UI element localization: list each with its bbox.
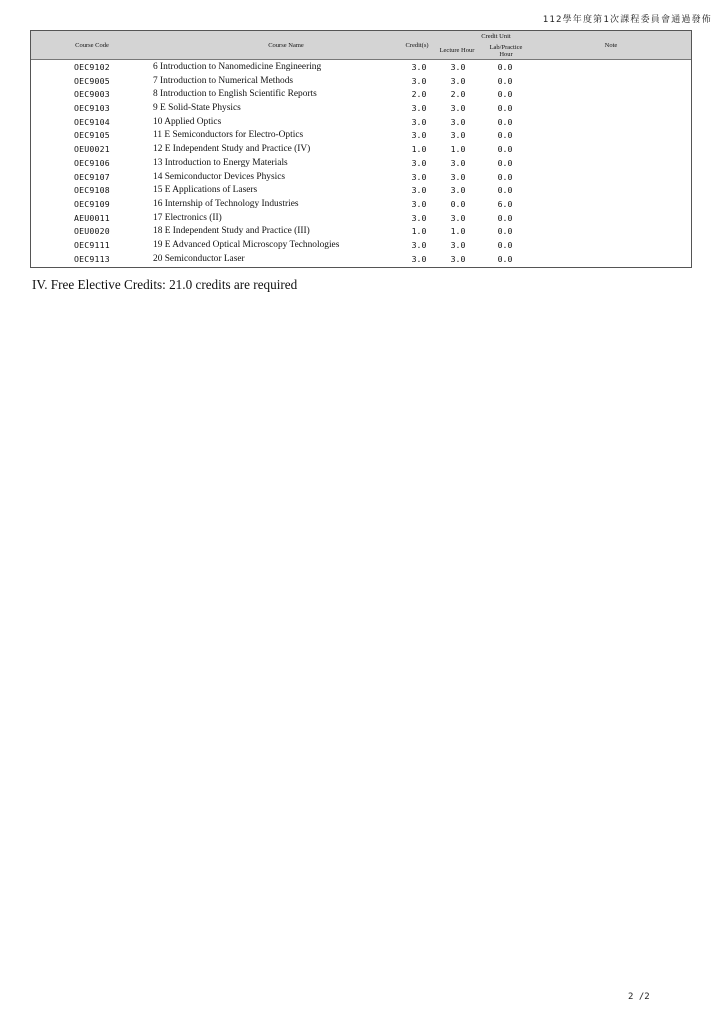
table-row — [31, 143, 691, 157]
lecture-hour-cell: 3.0 — [450, 157, 466, 168]
course-code-cell: OEC9111 — [74, 239, 110, 250]
lecture-hour-cell: 3.0 — [450, 239, 466, 250]
course-code-cell: OEC9005 — [74, 75, 110, 86]
credits-cell: 1.0 — [411, 144, 427, 155]
credits-cell: 3.0 — [411, 75, 427, 86]
lecture-hour-cell: 1.0 — [450, 226, 466, 237]
lab-hour-cell: 0.0 — [497, 75, 513, 86]
credits-cell: 3.0 — [411, 198, 427, 209]
course-name-cell: 10 Applied Optics — [153, 116, 222, 127]
credits-cell: 3.0 — [411, 212, 427, 223]
lecture-hour-cell: 1.0 — [450, 144, 466, 155]
lecture-hour-cell: 3.0 — [450, 130, 466, 141]
page-number: 2 /2 — [628, 992, 650, 1002]
course-name-cell: 7 Introduction to Numerical Methods — [153, 75, 294, 86]
column-header-lecture-hour: Lecture Hour — [439, 47, 475, 54]
table-row — [31, 157, 691, 171]
course-code-cell: OEC9108 — [74, 185, 110, 196]
table-row — [31, 171, 691, 185]
course-code-cell: AEU0011 — [74, 212, 110, 223]
course-code-cell: OEC9109 — [74, 198, 110, 209]
lecture-hour-cell: 3.0 — [450, 171, 466, 182]
course-name-cell: 8 Introduction to English Scientific Reports — [153, 89, 317, 100]
table-body — [31, 61, 691, 266]
lecture-hour-cell: 3.0 — [450, 116, 466, 127]
course-name-cell: 17 Electronics (II) — [153, 212, 222, 223]
course-code-cell: OEU0020 — [74, 226, 110, 237]
lab-hour-cell: 0.0 — [497, 212, 513, 223]
table-row — [31, 184, 691, 198]
credits-cell: 2.0 — [411, 89, 427, 100]
table-row — [31, 75, 691, 89]
lab-hour-cell: 0.0 — [497, 157, 513, 168]
course-name-cell: 12 E Independent Study and Practice (IV) — [153, 144, 311, 155]
credits-cell: 3.0 — [411, 157, 427, 168]
course-name-cell: 14 Semiconductor Devices Physics — [153, 171, 286, 182]
course-code-cell: OEC9103 — [74, 103, 110, 114]
credits-cell: 3.0 — [411, 62, 427, 72]
column-header-credits: Credit(s) — [405, 42, 429, 49]
lab-hour-cell: 0.0 — [497, 130, 513, 141]
course-name-cell: 19 E Advanced Optical Microscopy Technologies — [153, 239, 340, 250]
course-name-cell: 9 E Solid-State Physics — [153, 103, 241, 114]
course-code-cell: OEC9106 — [74, 157, 110, 168]
lecture-hour-cell: 2.0 — [450, 89, 466, 100]
lab-hour-cell: 0.0 — [497, 171, 513, 182]
credits-cell: 3.0 — [411, 253, 427, 264]
lab-hour-cell: 0.0 — [497, 116, 513, 127]
course-code-cell: OEC9003 — [74, 89, 110, 100]
table-row — [31, 129, 691, 143]
lab-hour-cell: 0.0 — [497, 89, 513, 100]
lab-hour-cell: 0.0 — [497, 103, 513, 114]
credits-cell: 3.0 — [411, 185, 427, 196]
course-name-cell: 15 E Applications of Lasers — [153, 185, 258, 196]
table-row — [31, 88, 691, 102]
column-header-note: Note — [604, 42, 618, 49]
credits-cell: 1.0 — [411, 226, 427, 237]
course-code-cell: OEC9107 — [74, 171, 110, 182]
meeting-approval-note: 112學年度第1次課程委員會通過發佈 — [542, 15, 712, 25]
table-row — [31, 253, 691, 267]
lab-hour-cell: 0.0 — [497, 226, 513, 237]
lab-hour-cell: 6.0 — [497, 198, 513, 209]
lecture-hour-cell: 0.0 — [450, 198, 466, 209]
course-code-cell: OEC9102 — [74, 62, 110, 72]
course-code-cell: OEU0021 — [74, 144, 110, 155]
credits-cell: 3.0 — [411, 130, 427, 141]
table-row — [31, 116, 691, 130]
table-row — [31, 61, 691, 75]
course-code-cell: OEC9105 — [74, 130, 110, 141]
course-name-cell: 6 Introduction to Nanomedicine Engineering — [153, 62, 322, 72]
table-row — [31, 198, 691, 212]
table-row — [31, 239, 691, 253]
lab-hour-cell: 0.0 — [497, 62, 513, 72]
free-elective-heading: IV. Free Elective Credits: 21.0 credits are required — [32, 277, 298, 292]
course-table — [30, 30, 692, 268]
lecture-hour-cell: 3.0 — [450, 62, 466, 72]
credits-cell: 3.0 — [411, 116, 427, 127]
lecture-hour-cell: 3.0 — [450, 185, 466, 196]
credits-cell: 3.0 — [411, 103, 427, 114]
credits-cell: 3.0 — [411, 171, 427, 182]
course-name-cell: 18 E Independent Study and Practice (III) — [153, 226, 310, 237]
course-name-cell: 13 Introduction to Energy Materials — [153, 157, 288, 168]
lecture-hour-cell: 3.0 — [450, 75, 466, 86]
lab-hour-cell: 0.0 — [497, 144, 513, 155]
course-name-cell: 16 Internship of Technology Industries — [153, 198, 299, 209]
column-header-lab-practice-hour: Lab/Practice Hour — [489, 44, 523, 58]
table-row — [31, 102, 691, 116]
column-header-credit-unit: Credit Unit — [481, 33, 511, 40]
course-code-cell: OEC9113 — [74, 253, 110, 264]
lab-hour-cell: 0.0 — [497, 185, 513, 196]
lecture-hour-cell: 3.0 — [450, 212, 466, 223]
lab-hour-cell: 0.0 — [497, 239, 513, 250]
course-code-cell: OEC9104 — [74, 116, 110, 127]
column-header-course-name: Course Name — [268, 42, 304, 49]
credits-cell: 3.0 — [411, 239, 427, 250]
table-header — [31, 31, 691, 60]
lab-hour-cell: 0.0 — [497, 253, 513, 264]
table-row — [31, 225, 691, 239]
lecture-hour-cell: 3.0 — [450, 253, 466, 264]
course-name-cell: 20 Semiconductor Laser — [153, 253, 245, 264]
table-row — [31, 212, 691, 226]
lecture-hour-cell: 3.0 — [450, 103, 466, 114]
course-name-cell: 11 E Semiconductors for Electro-Optics — [153, 130, 304, 141]
column-header-course-code: Course Code — [75, 42, 109, 49]
